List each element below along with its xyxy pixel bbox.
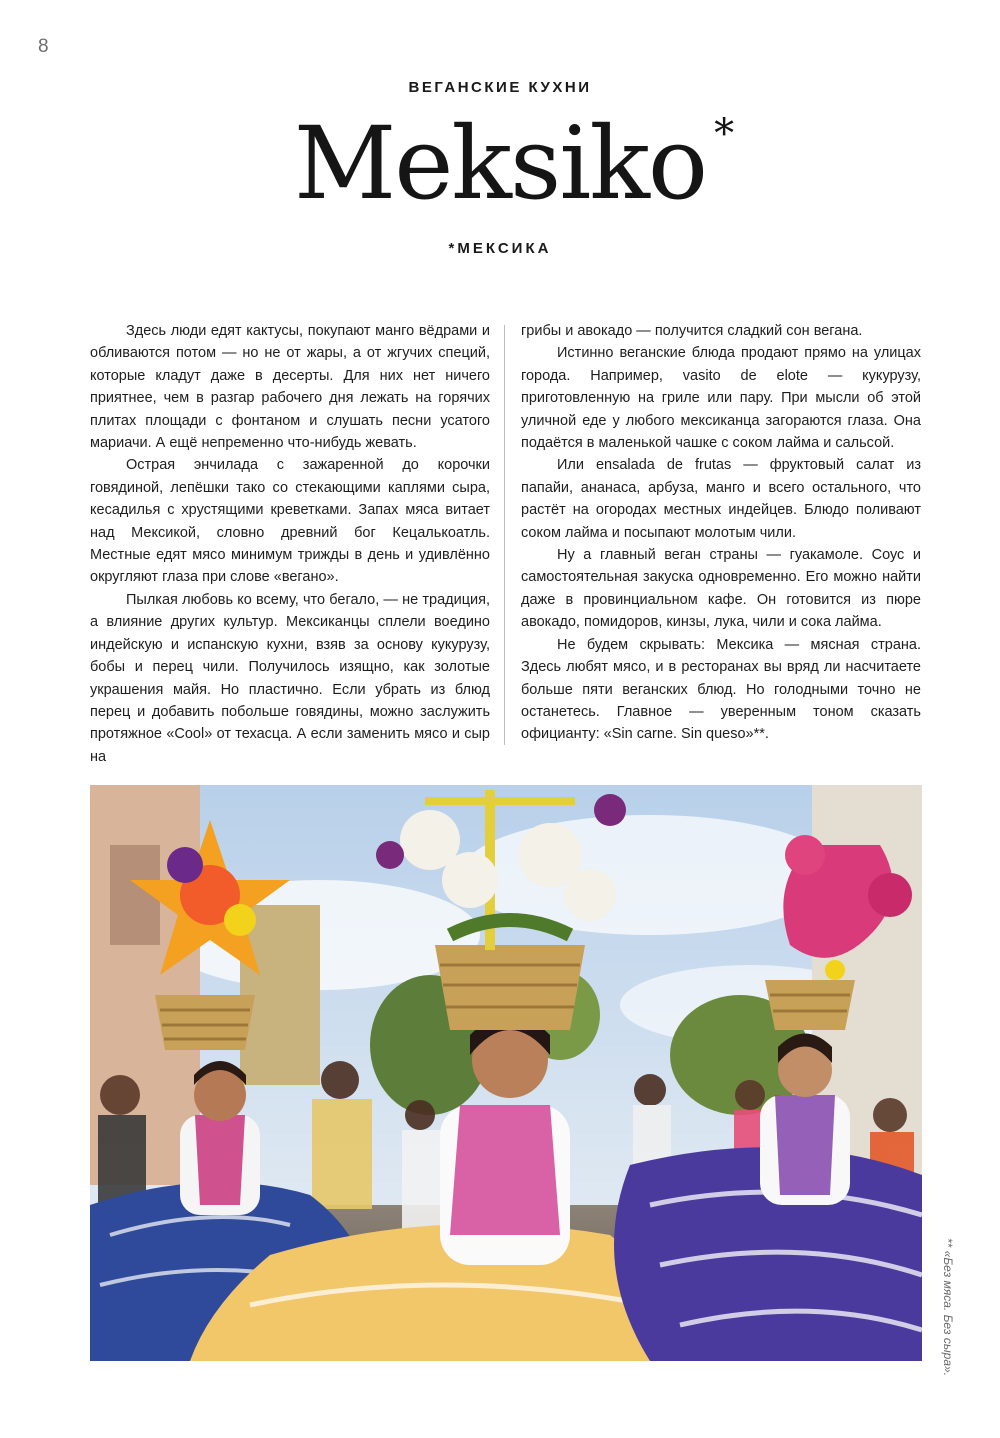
article-paragraph-continued: грибы и авокадо — получится сладкий сон вегана. xyxy=(521,323,863,339)
article-column-left xyxy=(90,320,490,768)
footnote: ** «Без мяса. Без сыра». xyxy=(941,1238,955,1377)
article-paragraph: Не будем скрывать: Мексика — мясная страна. Здесь любят мясо, и в ресторанах вы вряд ли насчитаете больше пяти веганских блюд. Но голодными точно не останетесь. Главное — уверенным тоном сказать официанту: «Sin carne. Sin queso»**. xyxy=(521,636,921,743)
page-number: 8 xyxy=(38,36,49,57)
article-column-right xyxy=(521,320,921,746)
page-title-text: Meksiko xyxy=(293,105,707,222)
page-subtitle: *МЕКСИКА xyxy=(448,240,552,257)
article-paragraph: Пылкая любовь ко всему, что бегало, — не традиция, а влияние других культур. Мексиканцы сплели воедино индейскую и испанскую кухни, взяв за основу кукурузу, бобы и перец чили. Получилось изящно, как золотые украшения майя. Но пластично. Если убрать из блюд перец и добавить побольше говядины, можно заслужить протяжное «Cool» от техасца. А если заменить мясо и сыр на xyxy=(90,591,490,765)
section-kicker: ВЕГАНСКИЕ КУХНИ xyxy=(408,79,592,96)
article-paragraph: Ну а главный веган страны — гуакамоле. Соус и самостоятельная закуска одновременно. Его можно найти даже в провинциальном кафе. Он готовится из пюре авокадо, помидоров, кинзы, лука, чили и сока лайма. xyxy=(521,547,921,631)
article-paragraph: Истинно веганские блюда продают прямо на улицах города. Например, vasito de elote — кукурузу, приготовленную на гриле или пару. При мысли об этой уличной еде у любого мексиканца загораются глаза. Она подаётся в маленькой чашке с соком лайма и сальсой. xyxy=(521,345,921,452)
column-divider xyxy=(504,325,505,745)
page-title xyxy=(293,104,733,224)
article-paragraph: Острая энчилада с зажаренной до корочки говядиной, лепёшки тако со стекающими каплями сыра, кесадилья с хрустящими креветками. Запах мяса витает над Мексикой, словно древний бог Кецалькоатль. Местные едят мясо минимум трижды в день и удивлённо округляют глаза при слове «вегано». xyxy=(90,457,490,586)
article-paragraph: Здесь люди едят кактусы, покупают манго вёдрами и обливаются потом — но не от жары, а от жгучих специй, которые кладут даже в десерты. Для них нет ничего приятнее, чем в разгар рабочего дня лежать на горячих плитах площади с фонтаном и слушать песни усатого мариачи. А ещё непременно что-нибудь жевать. xyxy=(90,323,490,452)
festival-dancers-photo xyxy=(90,785,922,1361)
title-block xyxy=(0,104,1000,224)
article-paragraph: Или ensalada de frutas — фруктовый салат из папайи, ананаса, арбуза, манго и всего остального, что растёт на огородах местных индейцев. Блюдо поливают соком лайма и посыпают молотым чили. xyxy=(521,457,921,541)
title-asterisk: * xyxy=(714,111,733,157)
